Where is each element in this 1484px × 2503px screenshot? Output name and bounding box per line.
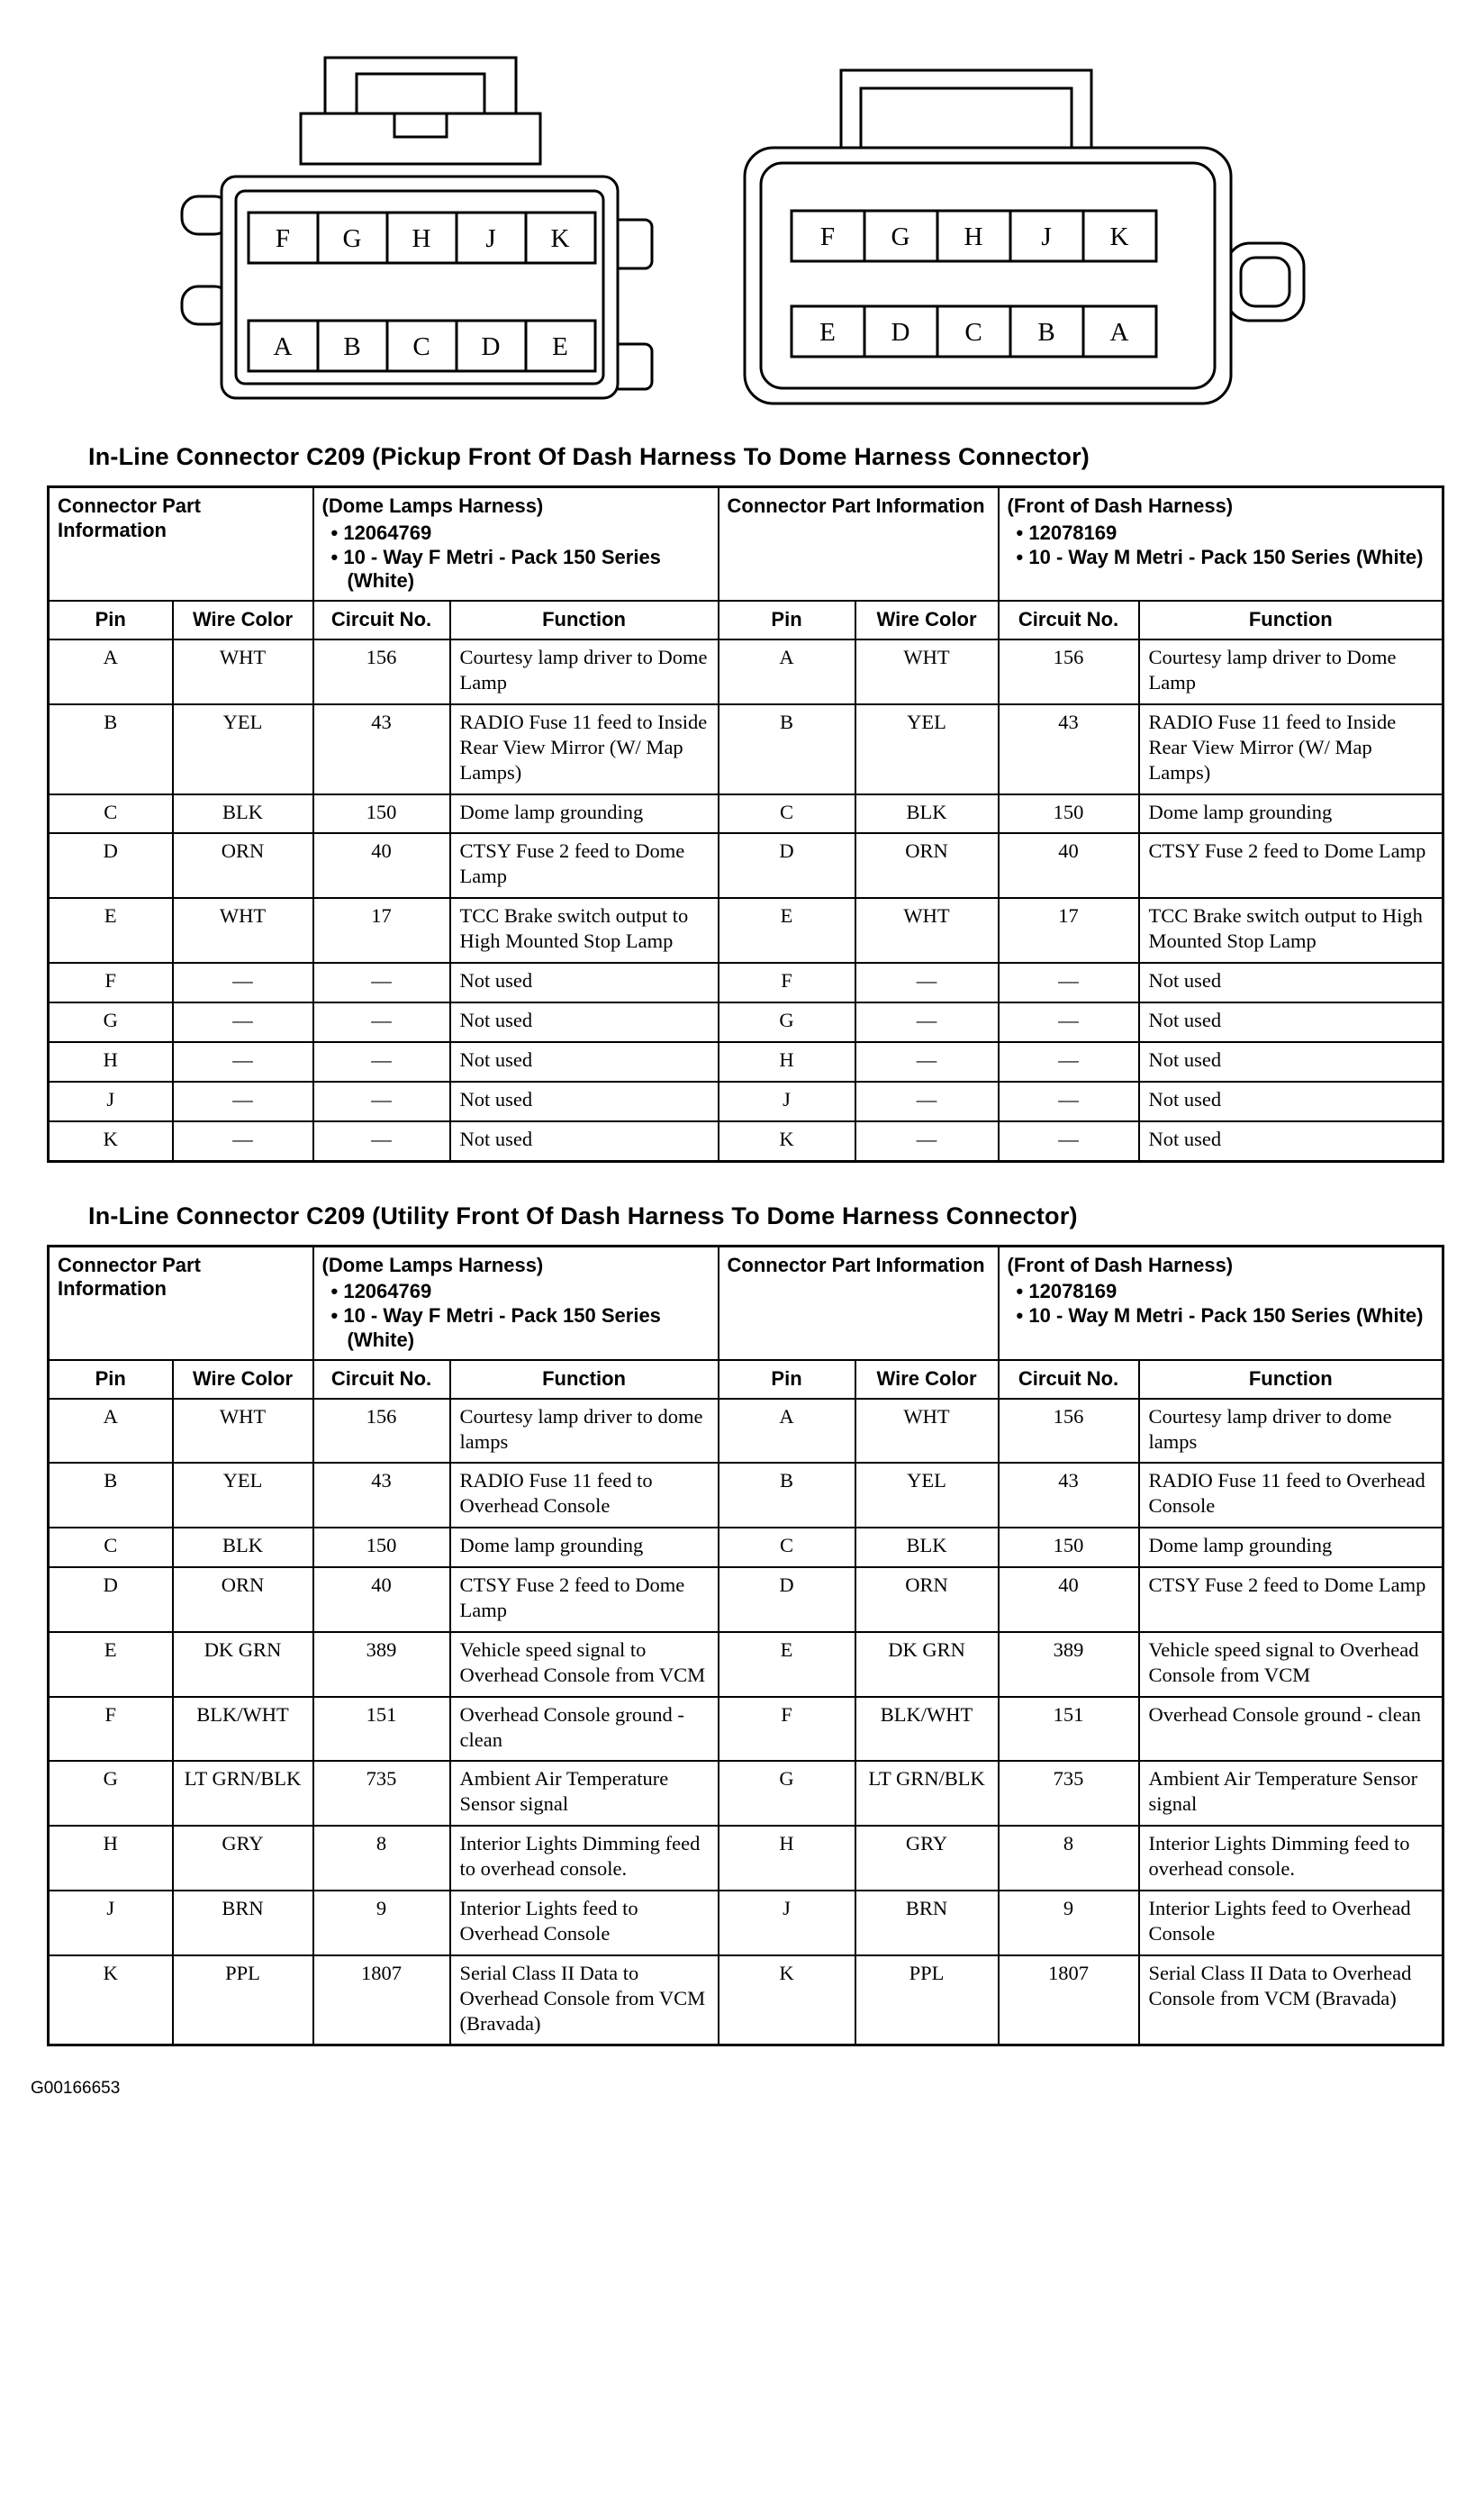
circuit-no-cell: — — [999, 1121, 1139, 1161]
pinout-table-pickup — [47, 485, 1444, 1163]
wire-color-cell: WHT — [173, 639, 313, 704]
circuit-no-cell: 40 — [313, 833, 450, 898]
wire-color-cell: — — [173, 1042, 313, 1082]
pin-cell: H — [719, 1826, 855, 1891]
harness-part-number: • 12064769 — [330, 1280, 432, 1303]
pin-label: K — [1109, 222, 1129, 251]
pin-cell: C — [49, 794, 173, 834]
harness-header-row — [49, 1246, 1443, 1360]
function-cell: CTSY Fuse 2 feed to Dome Lamp — [450, 833, 719, 898]
pin-cell: A — [49, 639, 173, 704]
wire-color-column-header: Wire Color — [855, 1360, 999, 1399]
circuit-no-cell: — — [999, 1042, 1139, 1082]
function-column-header: Function — [1139, 1360, 1443, 1399]
circuit-no-column-header: Circuit No. — [313, 601, 450, 639]
harness-part-number: • 12064769 — [330, 521, 432, 544]
pin-cell: A — [719, 639, 855, 704]
function-cell: Not used — [450, 1002, 719, 1042]
wire-color-cell: ORN — [855, 833, 999, 898]
pin-cell: F — [49, 963, 173, 1002]
function-cell: RADIO Fuse 11 feed to Inside Rear View Mirror (W/ Map Lamps) — [450, 704, 719, 794]
pin-cell: D — [49, 1567, 173, 1632]
section-utility — [47, 1202, 1448, 2047]
circuit-no-cell: 1807 — [999, 1955, 1139, 2045]
circuit-no-cell: 40 — [313, 1567, 450, 1632]
wire-color-cell: BLK — [855, 1528, 999, 1567]
pin-cell: E — [49, 898, 173, 963]
pinout-row — [49, 963, 1443, 1002]
pin-cell: E — [719, 898, 855, 963]
pinout-row — [49, 639, 1443, 704]
wire-color-cell: BLK — [173, 1528, 313, 1567]
circuit-no-cell: 17 — [999, 898, 1139, 963]
function-cell: Serial Class II Data to Overhead Console from VCM (Bravada) — [450, 1955, 719, 2045]
function-cell: Interior Lights Dimming feed to overhead console. — [1139, 1826, 1443, 1891]
pin-column-header: Pin — [49, 601, 173, 639]
circuit-no-cell: 150 — [313, 1528, 450, 1567]
circuit-no-cell: 43 — [313, 1463, 450, 1528]
circuit-no-cell: 156 — [999, 639, 1139, 704]
function-cell: Not used — [450, 963, 719, 1002]
pin-label: A — [273, 332, 293, 361]
circuit-no-cell: — — [313, 1121, 450, 1161]
column-header-row — [49, 601, 1443, 639]
circuit-no-cell: 9 — [999, 1891, 1139, 1955]
pin-cell: B — [49, 704, 173, 794]
function-column-header: Function — [450, 1360, 719, 1399]
function-cell: Ambient Air Temperature Sensor signal — [1139, 1761, 1443, 1826]
function-cell: Vehicle speed signal to Overhead Console from VCM — [1139, 1632, 1443, 1697]
dome-harness-header — [313, 487, 719, 602]
part-info-header: Connector Part Information — [719, 487, 999, 602]
function-cell: Overhead Console ground - clean — [1139, 1697, 1443, 1762]
pin-cell: F — [719, 1697, 855, 1762]
pin-cell: F — [719, 963, 855, 1002]
wire-color-cell: BLK/WHT — [173, 1697, 313, 1762]
function-cell: Not used — [1139, 1121, 1443, 1161]
pin-cell: F — [49, 1697, 173, 1762]
right-tab — [1226, 243, 1304, 321]
circuit-no-cell: 150 — [313, 794, 450, 834]
circuit-no-cell: 9 — [313, 1891, 450, 1955]
connector-diagrams — [178, 54, 1448, 416]
circuit-no-cell: — — [313, 1042, 450, 1082]
wire-color-cell: — — [855, 1002, 999, 1042]
pin-label: G — [342, 224, 362, 253]
wire-color-cell: LT GRN/BLK — [855, 1761, 999, 1826]
circuit-no-cell: — — [313, 1002, 450, 1042]
circuit-no-cell: 151 — [313, 1697, 450, 1762]
pinout-row — [49, 1528, 1443, 1567]
pin-column-header: Pin — [49, 1360, 173, 1399]
harness-part-number: • 12078169 — [1016, 521, 1118, 544]
pin-cell: B — [719, 704, 855, 794]
wire-color-column-header: Wire Color — [173, 1360, 313, 1399]
part-info-header: Connector Part Information — [49, 1246, 313, 1360]
circuit-no-cell: — — [313, 1082, 450, 1121]
pin-label: C — [412, 332, 430, 361]
connector-flange — [301, 113, 540, 164]
wire-color-cell: BLK — [855, 794, 999, 834]
function-cell: Dome lamp grounding — [450, 1528, 719, 1567]
function-cell: Interior Lights feed to Overhead Console — [450, 1891, 719, 1955]
pin-cell: J — [719, 1082, 855, 1121]
circuit-no-cell: 40 — [999, 833, 1139, 898]
dash-harness-header — [999, 1246, 1443, 1360]
wire-color-cell: — — [855, 963, 999, 1002]
pinout-row — [49, 794, 1443, 834]
part-info-header: Connector Part Information — [49, 487, 313, 602]
pin-cell: A — [49, 1399, 173, 1464]
circuit-no-cell: 150 — [999, 794, 1139, 834]
function-cell: Courtesy lamp driver to dome lamps — [1139, 1399, 1443, 1464]
pin-cell: J — [49, 1891, 173, 1955]
pinout-row — [49, 1002, 1443, 1042]
pinout-row — [49, 1399, 1443, 1464]
pin-label: B — [1037, 318, 1055, 347]
figure-code: G00166653 — [31, 2079, 121, 2099]
pinout-row — [49, 1463, 1443, 1528]
wire-color-column-header: Wire Color — [173, 601, 313, 639]
pin-cell: D — [719, 833, 855, 898]
pinout-row — [49, 1955, 1443, 2045]
circuit-no-cell: 735 — [999, 1761, 1139, 1826]
function-column-header: Function — [1139, 601, 1443, 639]
pin-cell: K — [49, 1955, 173, 2045]
circuit-no-cell: — — [999, 1002, 1139, 1042]
circuit-no-cell: 156 — [313, 639, 450, 704]
section-pickup — [47, 443, 1448, 1163]
circuit-no-cell: 43 — [999, 704, 1139, 794]
pin-cell: C — [719, 794, 855, 834]
pin-label: B — [343, 332, 361, 361]
circuit-no-cell: — — [313, 963, 450, 1002]
function-cell: RADIO Fuse 11 feed to Overhead Console — [450, 1463, 719, 1528]
pin-cell: E — [719, 1632, 855, 1697]
pin-cell: B — [719, 1463, 855, 1528]
connector-body — [222, 177, 618, 398]
column-header-row — [49, 1360, 1443, 1399]
circuit-no-cell: 735 — [313, 1761, 450, 1826]
connector-latch — [841, 70, 1091, 150]
part-info-header: Connector Part Information — [719, 1246, 999, 1360]
function-cell: Dome lamp grounding — [1139, 794, 1443, 834]
pin-label: J — [1041, 222, 1052, 251]
pin-cell: G — [719, 1002, 855, 1042]
pinout-row — [49, 898, 1443, 963]
pin-cell: J — [49, 1082, 173, 1121]
pinout-row — [49, 1697, 1443, 1762]
function-cell: Courtesy lamp driver to Dome Lamp — [1139, 639, 1443, 704]
pin-cell: A — [719, 1399, 855, 1464]
pin-label: J — [485, 224, 496, 253]
utility-table-title: In-Line Connector C209 (Utility Front Of Dash Harness To Dome Harness Connector) — [88, 1202, 1078, 1229]
wire-color-cell: ORN — [173, 833, 313, 898]
wire-color-cell: WHT — [855, 639, 999, 704]
pin-cell: G — [49, 1002, 173, 1042]
function-cell: Not used — [1139, 963, 1443, 1002]
circuit-no-cell: — — [999, 963, 1139, 1002]
pin-cell: D — [719, 1567, 855, 1632]
circuit-no-cell: 156 — [999, 1399, 1139, 1464]
wire-color-cell: YEL — [173, 704, 313, 794]
circuit-no-cell: 17 — [313, 898, 450, 963]
function-cell: Courtesy lamp driver to Dome Lamp — [450, 639, 719, 704]
female-connector-diagram — [178, 54, 656, 416]
pin-label: K — [550, 224, 570, 253]
male-connector-diagram — [740, 67, 1317, 407]
circuit-no-cell: 8 — [313, 1826, 450, 1891]
pin-label: H — [412, 224, 431, 253]
pin-cell: C — [719, 1528, 855, 1567]
circuit-no-cell: 156 — [313, 1399, 450, 1464]
pin-cell: B — [49, 1463, 173, 1528]
pin-cell: H — [49, 1042, 173, 1082]
function-cell: TCC Brake switch output to High Mounted Stop Lamp — [450, 898, 719, 963]
pinout-row — [49, 1891, 1443, 1955]
wire-color-cell: YEL — [173, 1463, 313, 1528]
wire-color-cell: WHT — [173, 1399, 313, 1464]
pin-cell: C — [49, 1528, 173, 1567]
harness-name: (Dome Lamps Harness) — [321, 1253, 544, 1276]
wire-color-cell: GRY — [173, 1826, 313, 1891]
pin-column-header: Pin — [719, 601, 855, 639]
wire-color-cell: YEL — [855, 704, 999, 794]
wire-color-cell: YEL — [855, 1463, 999, 1528]
wire-color-cell: — — [173, 1002, 313, 1042]
connector-latch-cap — [325, 58, 516, 113]
harness-series: • 10 - Way F Metri - Pack 150 Series (White) — [330, 1304, 661, 1351]
wire-color-cell: ORN — [173, 1567, 313, 1632]
wire-color-cell: LT GRN/BLK — [173, 1761, 313, 1826]
wire-color-cell: DK GRN — [855, 1632, 999, 1697]
wire-color-cell: — — [173, 1082, 313, 1121]
wire-color-cell: — — [173, 1121, 313, 1161]
pin-cell: E — [49, 1632, 173, 1697]
pin-label: D — [481, 332, 501, 361]
wire-color-cell: WHT — [855, 1399, 999, 1464]
function-cell: Not used — [450, 1082, 719, 1121]
function-cell: Ambient Air Temperature Sensor signal — [450, 1761, 719, 1826]
circuit-no-cell: 8 — [999, 1826, 1139, 1891]
table-header — [49, 1246, 1443, 1399]
harness-name: (Front of Dash Harness) — [1007, 1253, 1234, 1276]
pin-label: E — [819, 318, 836, 347]
function-cell: RADIO Fuse 11 feed to Overhead Console — [1139, 1463, 1443, 1528]
pin-label: F — [275, 224, 291, 253]
pin-label: A — [1109, 318, 1129, 347]
wire-color-cell: WHT — [855, 898, 999, 963]
function-cell: Dome lamp grounding — [450, 794, 719, 834]
circuit-no-cell: 40 — [999, 1567, 1139, 1632]
pin-label: F — [819, 222, 836, 251]
pinout-row — [49, 1567, 1443, 1632]
pin-cell: J — [719, 1891, 855, 1955]
wire-color-cell: WHT — [173, 898, 313, 963]
connector-body — [745, 148, 1231, 404]
circuit-no-cell: 389 — [313, 1632, 450, 1697]
circuit-no-cell: 150 — [999, 1528, 1139, 1567]
function-cell: CTSY Fuse 2 feed to Dome Lamp — [1139, 833, 1443, 898]
pin-cell: H — [49, 1826, 173, 1891]
circuit-no-cell: 389 — [999, 1632, 1139, 1697]
pin-column-header: Pin — [719, 1360, 855, 1399]
pin-cell: H — [719, 1042, 855, 1082]
function-cell: CTSY Fuse 2 feed to Dome Lamp — [450, 1567, 719, 1632]
pinout-row — [49, 1082, 1443, 1121]
wire-color-cell: — — [855, 1121, 999, 1161]
pin-cell: K — [719, 1955, 855, 2045]
pickup-table-title: In-Line Connector C209 (Pickup Front Of Dash Harness To Dome Harness Connector) — [88, 443, 1090, 470]
pin-cell: G — [719, 1761, 855, 1826]
pinout-row — [49, 1632, 1443, 1697]
wire-color-cell: GRY — [855, 1826, 999, 1891]
table-body — [49, 1399, 1443, 2045]
pin-cell: G — [49, 1761, 173, 1826]
circuit-no-cell: 1807 — [313, 1955, 450, 2045]
wire-color-cell: DK GRN — [173, 1632, 313, 1697]
harness-header-row — [49, 487, 1443, 602]
function-cell: Vehicle speed signal to Overhead Console from VCM — [450, 1632, 719, 1697]
pinout-row — [49, 1121, 1443, 1161]
pin-cell: K — [49, 1121, 173, 1161]
dome-harness-header — [313, 1246, 719, 1360]
function-cell: Not used — [1139, 1082, 1443, 1121]
function-cell: Not used — [1139, 1002, 1443, 1042]
pinout-row — [49, 704, 1443, 794]
harness-series: • 10 - Way M Metri - Pack 150 Series (White) — [1016, 1304, 1424, 1328]
circuit-no-cell: 43 — [313, 704, 450, 794]
wire-color-cell: PPL — [855, 1955, 999, 2045]
wire-color-column-header: Wire Color — [855, 601, 999, 639]
harness-name: (Dome Lamps Harness) — [321, 494, 544, 517]
circuit-no-column-header: Circuit No. — [999, 601, 1139, 639]
harness-series: • 10 - Way M Metri - Pack 150 Series (White) — [1016, 545, 1424, 568]
pinout-row — [49, 1826, 1443, 1891]
circuit-no-column-header: Circuit No. — [999, 1360, 1139, 1399]
pin-label: H — [964, 222, 983, 251]
function-cell: Serial Class II Data to Overhead Console from VCM (Bravada) — [1139, 1955, 1443, 2045]
function-column-header: Function — [450, 601, 719, 639]
pinout-row — [49, 833, 1443, 898]
wire-color-cell: — — [855, 1082, 999, 1121]
pinout-table-utility — [47, 1245, 1444, 2047]
circuit-no-cell: 151 — [999, 1697, 1139, 1762]
harness-part-number: • 12078169 — [1016, 1280, 1118, 1303]
pin-label: E — [552, 332, 568, 361]
harness-series: • 10 - Way F Metri - Pack 150 Series (White) — [330, 545, 661, 593]
function-cell: Interior Lights feed to Overhead Console — [1139, 1891, 1443, 1955]
pin-cell: K — [719, 1121, 855, 1161]
function-cell: TCC Brake switch output to High Mounted Stop Lamp — [1139, 898, 1443, 963]
wire-color-cell: PPL — [173, 1955, 313, 2045]
function-cell: CTSY Fuse 2 feed to Dome Lamp — [1139, 1567, 1443, 1632]
circuit-no-cell: 43 — [999, 1463, 1139, 1528]
function-cell: Not used — [450, 1121, 719, 1161]
harness-name: (Front of Dash Harness) — [1007, 494, 1234, 517]
pin-label: C — [964, 318, 982, 347]
function-cell: Not used — [450, 1042, 719, 1082]
wire-color-cell: BRN — [855, 1891, 999, 1955]
pin-cell: D — [49, 833, 173, 898]
wire-color-cell: ORN — [855, 1567, 999, 1632]
pin-label: D — [891, 318, 910, 347]
wire-color-cell: — — [855, 1042, 999, 1082]
table-header — [49, 487, 1443, 640]
pin-label: G — [891, 222, 910, 251]
wire-color-cell: BRN — [173, 1891, 313, 1955]
circuit-no-cell: — — [999, 1082, 1139, 1121]
function-cell: Not used — [1139, 1042, 1443, 1082]
table-body — [49, 639, 1443, 1161]
function-cell: Dome lamp grounding — [1139, 1528, 1443, 1567]
function-cell: Courtesy lamp driver to dome lamps — [450, 1399, 719, 1464]
circuit-no-column-header: Circuit No. — [313, 1360, 450, 1399]
wire-color-cell: BLK — [173, 794, 313, 834]
function-cell: Interior Lights Dimming feed to overhead console. — [450, 1826, 719, 1891]
function-cell: RADIO Fuse 11 feed to Inside Rear View Mirror (W/ Map Lamps) — [1139, 704, 1443, 794]
function-cell: Overhead Console ground - clean — [450, 1697, 719, 1762]
pinout-row — [49, 1042, 1443, 1082]
dash-harness-header — [999, 487, 1443, 602]
pinout-row — [49, 1761, 1443, 1826]
wire-color-cell: — — [173, 963, 313, 1002]
wire-color-cell: BLK/WHT — [855, 1697, 999, 1762]
